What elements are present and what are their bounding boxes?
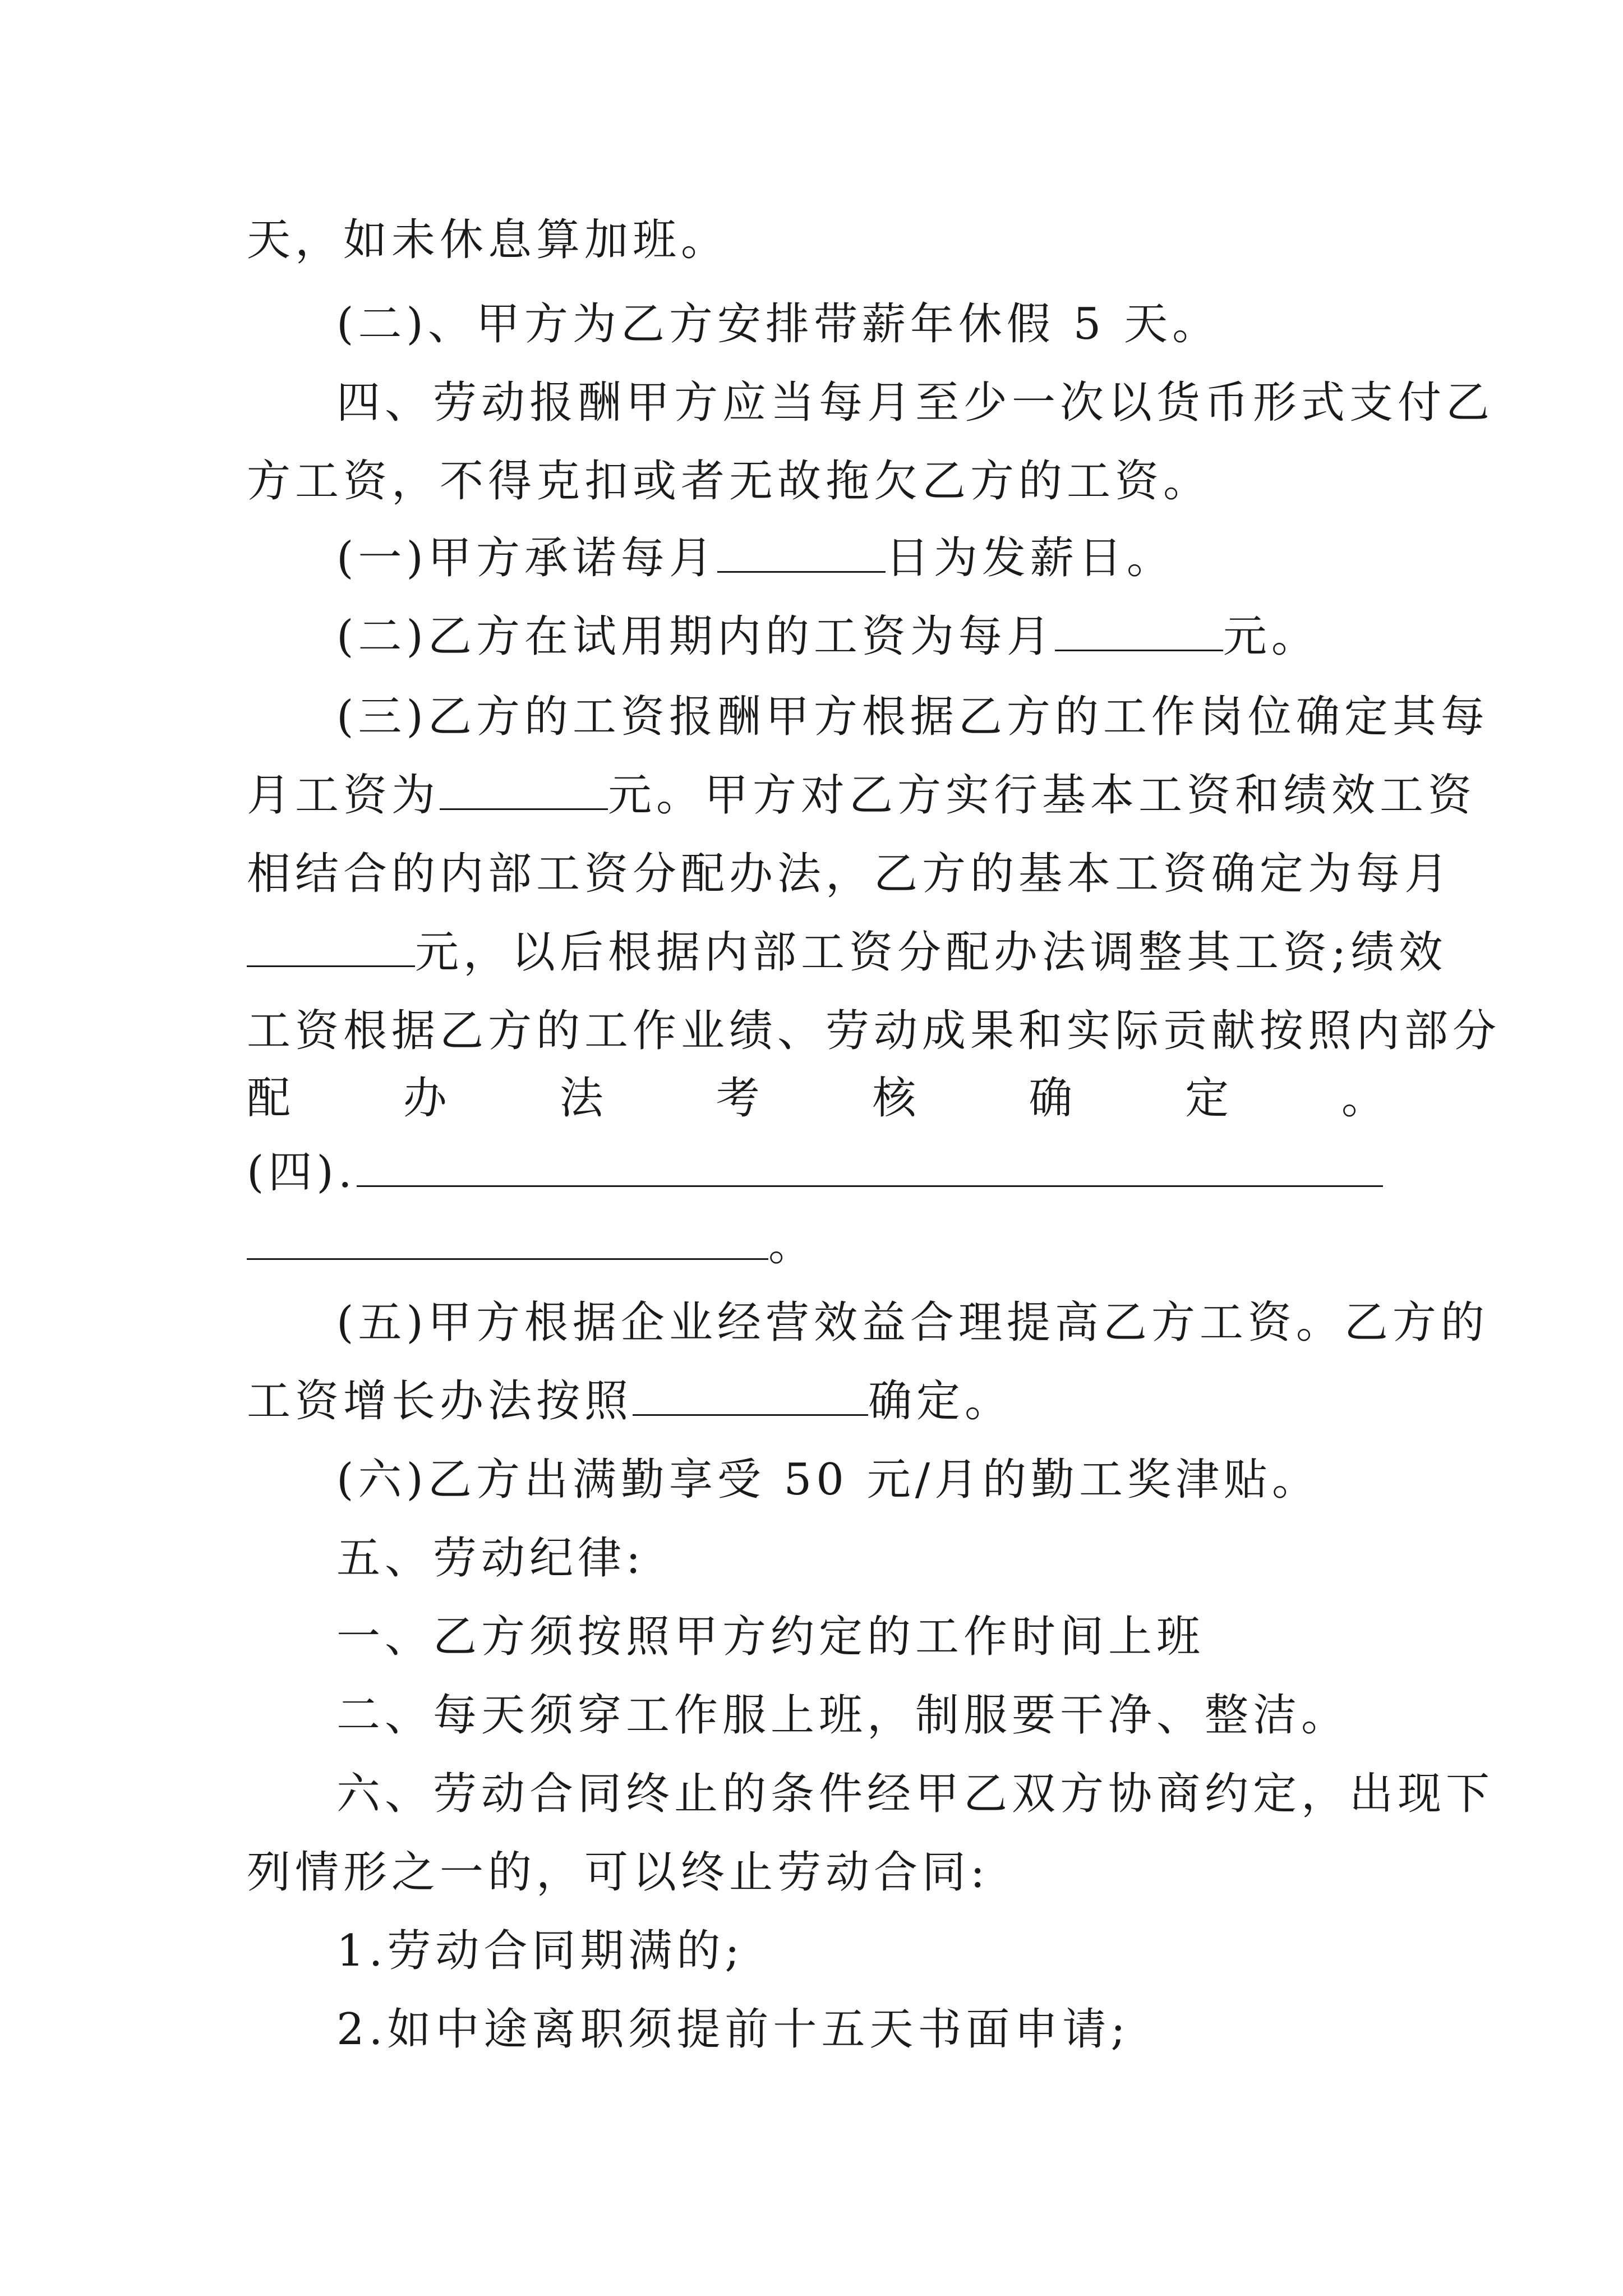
- paragraph-line: 工资根据乙方的工作业绩、劳动成果和实际贡献按照内部分: [247, 1006, 1501, 1056]
- char: 配: [247, 1073, 291, 1124]
- text-segment: 日为发薪日。: [885, 533, 1175, 583]
- paragraph-line: [247, 1217, 1385, 1273]
- char: 办: [403, 1073, 447, 1124]
- text-segment: (四).: [247, 1147, 357, 1198]
- text-segment: 工资增长办法按照: [247, 1376, 633, 1427]
- paragraph-line: 1.劳动合同期满的;: [336, 1926, 744, 1976]
- char: 。: [1341, 1073, 1385, 1124]
- fill-in-blank[interactable]: [357, 1148, 1383, 1187]
- text-segment: 元，以后根据内部工资分配办法调整其工资;绩效: [415, 927, 1447, 978]
- fill-in-blank[interactable]: [247, 1221, 768, 1260]
- paragraph-line: (二)、甲方为乙方安排带薪年休假 5 天。: [336, 299, 1221, 349]
- paragraph-line: [336, 609, 1385, 665]
- paragraph-line: (六)乙方出满勤享受 50 元/月的勤工奖津贴。: [336, 1455, 1320, 1505]
- paragraph-line: [247, 924, 1447, 981]
- paragraph-line: 四、劳动报酬甲方应当每月至少一次以货币形式支付乙: [336, 378, 1495, 428]
- paragraph-line: 2.如中途离职须提前十五天书面申请;: [336, 2004, 1130, 2055]
- paragraph-line: 二、每天须穿工作服上班，制服要干净、整洁。: [336, 1690, 1350, 1741]
- fill-in-blank[interactable]: [717, 534, 886, 573]
- text-segment: (二)乙方在试用期内的工资为每月: [336, 611, 1055, 662]
- char: 法: [559, 1073, 603, 1124]
- paragraph-line: 六、劳动合同终止的条件经甲乙双方协商约定，出现下: [336, 1769, 1495, 1819]
- char: 核: [872, 1073, 916, 1124]
- text-segment: 。: [768, 1220, 817, 1271]
- text-segment: 元。: [1223, 611, 1320, 662]
- paragraph-line: 列情形之一的，可以终止劳动合同:: [247, 1847, 990, 1898]
- paragraph-line: [247, 767, 1477, 823]
- paragraph-line: (三)乙方的工资报酬甲方根据乙方的工作岗位确定其每: [336, 692, 1489, 742]
- fill-in-blank[interactable]: [440, 771, 608, 810]
- paragraph-line-spread: [247, 1070, 1385, 1126]
- text-segment: (一)甲方承诺每月: [336, 533, 717, 583]
- text-segment: 确定。: [868, 1376, 1013, 1427]
- char: 确: [1029, 1073, 1073, 1124]
- char: 定: [1185, 1073, 1229, 1124]
- paragraph-line: 一、乙方须按照甲方约定的工作时间上班: [336, 1612, 1205, 1662]
- fill-in-blank[interactable]: [1055, 613, 1223, 651]
- paragraph-line: 五、劳动纪律:: [336, 1533, 645, 1584]
- paragraph-line: [247, 1373, 1385, 1429]
- paragraph-line: 相结合的内部工资分配办法，乙方的基本工资确定为每月: [247, 849, 1453, 899]
- fill-in-blank[interactable]: [247, 928, 415, 967]
- paragraph-line: [247, 1144, 1385, 1200]
- char: 考: [716, 1073, 760, 1124]
- paragraph-line: 天，如未休息算加班。: [247, 215, 730, 265]
- paragraph-line: 方工资，不得克扣或者无故拖欠乙方的工资。: [247, 456, 1212, 507]
- text-segment: 月工资为: [247, 770, 440, 821]
- text-segment: 元。甲方对乙方实行基本工资和绩效工资: [608, 770, 1477, 821]
- paragraph-line: [336, 530, 1385, 586]
- fill-in-blank[interactable]: [633, 1377, 868, 1416]
- paragraph-line: (五)甲方根据企业经营效益合理提高乙方工资。乙方的: [336, 1297, 1489, 1348]
